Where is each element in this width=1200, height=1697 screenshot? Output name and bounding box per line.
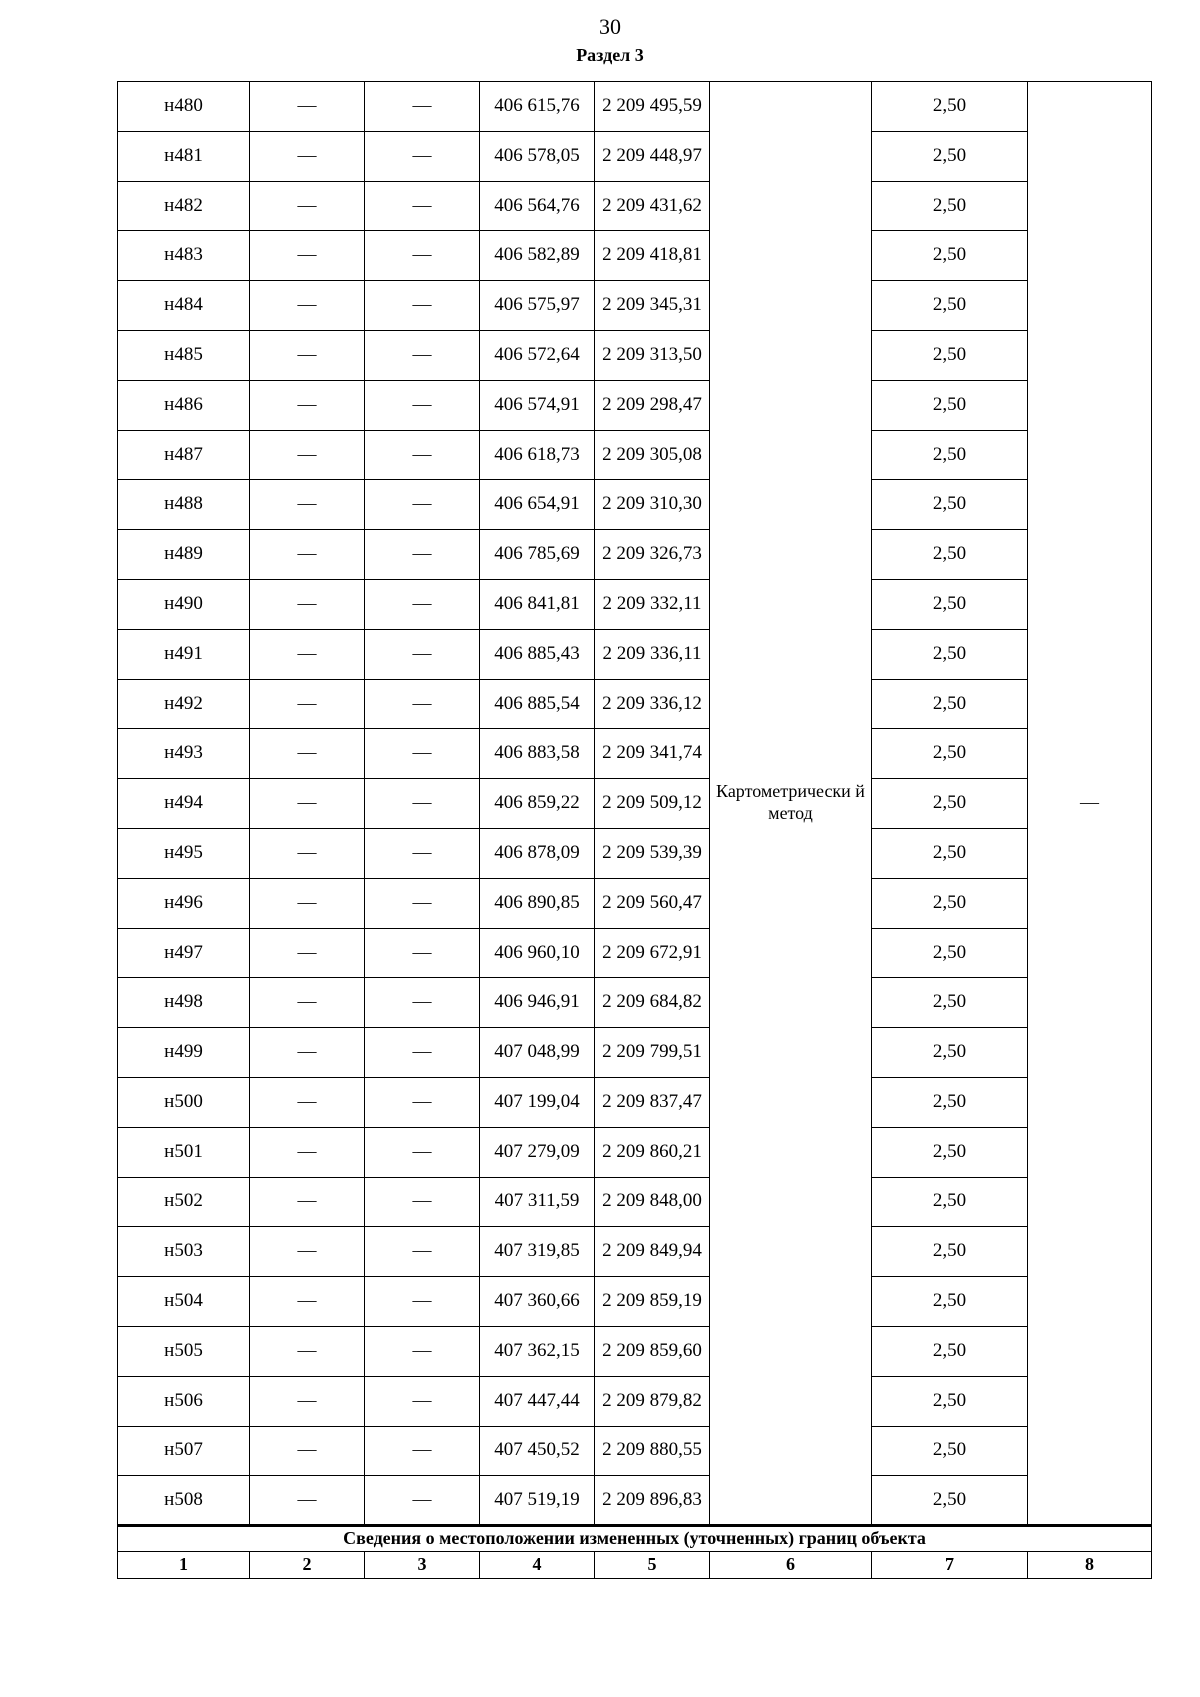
accuracy-cell: 2,50 xyxy=(872,181,1028,231)
column-3-cell: — xyxy=(365,1476,480,1526)
column-3-cell: — xyxy=(365,82,480,132)
point-cell: н482 xyxy=(118,181,250,231)
table-row xyxy=(118,978,1152,1028)
column-2-cell: — xyxy=(250,978,365,1028)
table-row xyxy=(118,231,1152,281)
y-coordinate-cell: 2 209 880,55 xyxy=(595,1426,710,1476)
table-row xyxy=(118,480,1152,530)
x-coordinate-cell: 406 572,64 xyxy=(480,330,595,380)
point-cell: н484 xyxy=(118,281,250,331)
column-3-cell: — xyxy=(365,181,480,231)
column-3-cell: — xyxy=(365,729,480,779)
column-2-cell: — xyxy=(250,181,365,231)
table-row xyxy=(118,878,1152,928)
accuracy-cell: 2,50 xyxy=(872,779,1028,829)
point-cell: н507 xyxy=(118,1426,250,1476)
point-cell: н502 xyxy=(118,1177,250,1227)
y-coordinate-cell: 2 209 879,82 xyxy=(595,1376,710,1426)
point-cell: н487 xyxy=(118,430,250,480)
column-number: 8 xyxy=(1028,1552,1152,1579)
accuracy-cell: 2,50 xyxy=(872,1177,1028,1227)
table-row xyxy=(118,1476,1152,1526)
accuracy-cell: 2,50 xyxy=(872,1376,1028,1426)
table-row xyxy=(118,181,1152,231)
column-2-cell: — xyxy=(250,928,365,978)
column-3-cell: — xyxy=(365,530,480,580)
x-coordinate-cell: 406 883,58 xyxy=(480,729,595,779)
x-coordinate-cell: 407 519,19 xyxy=(480,1476,595,1526)
y-coordinate-cell: 2 209 336,11 xyxy=(595,629,710,679)
column-3-cell: — xyxy=(365,330,480,380)
x-coordinate-cell: 406 859,22 xyxy=(480,779,595,829)
accuracy-cell: 2,50 xyxy=(872,1028,1028,1078)
accuracy-cell: 2,50 xyxy=(872,1426,1028,1476)
column-2-cell: — xyxy=(250,480,365,530)
column-2-cell: — xyxy=(250,1227,365,1277)
x-coordinate-cell: 407 048,99 xyxy=(480,1028,595,1078)
x-coordinate-cell: 406 946,91 xyxy=(480,978,595,1028)
column-3-cell: — xyxy=(365,928,480,978)
x-coordinate-cell: 406 841,81 xyxy=(480,579,595,629)
x-coordinate-cell: 406 885,54 xyxy=(480,679,595,729)
column-2-cell: — xyxy=(250,131,365,181)
column-3-cell: — xyxy=(365,1077,480,1127)
column-numbers-row xyxy=(118,1552,1152,1579)
column-3-cell: — xyxy=(365,430,480,480)
table-row xyxy=(118,1376,1152,1426)
y-coordinate-cell: 2 209 799,51 xyxy=(595,1028,710,1078)
column-3-cell: — xyxy=(365,1376,480,1426)
table-row xyxy=(118,729,1152,779)
y-coordinate-cell: 2 209 672,91 xyxy=(595,928,710,978)
table-row xyxy=(118,579,1152,629)
table-row xyxy=(118,1077,1152,1127)
column-2-cell: — xyxy=(250,828,365,878)
y-coordinate-cell: 2 209 336,12 xyxy=(595,679,710,729)
point-cell: н508 xyxy=(118,1476,250,1526)
x-coordinate-cell: 407 450,52 xyxy=(480,1426,595,1476)
y-coordinate-cell: 2 209 539,39 xyxy=(595,828,710,878)
column-3-cell: — xyxy=(365,978,480,1028)
x-coordinate-cell: 406 575,97 xyxy=(480,281,595,331)
coordinates-table xyxy=(117,81,1152,1579)
y-coordinate-cell: 2 209 849,94 xyxy=(595,1227,710,1277)
column-3-cell: — xyxy=(365,679,480,729)
point-cell: н481 xyxy=(118,131,250,181)
accuracy-cell: 2,50 xyxy=(872,579,1028,629)
column-8-cell: — xyxy=(1028,82,1152,1526)
accuracy-cell: 2,50 xyxy=(872,1277,1028,1327)
y-coordinate-cell: 2 209 448,97 xyxy=(595,131,710,181)
section-title: Раздел 3 xyxy=(576,45,644,65)
column-2-cell: — xyxy=(250,82,365,132)
point-cell: н501 xyxy=(118,1127,250,1177)
table-row xyxy=(118,330,1152,380)
point-cell: н500 xyxy=(118,1077,250,1127)
accuracy-cell: 2,50 xyxy=(872,330,1028,380)
column-3-cell: — xyxy=(365,1227,480,1277)
column-2-cell: — xyxy=(250,629,365,679)
point-cell: н494 xyxy=(118,779,250,829)
column-3-cell: — xyxy=(365,480,480,530)
accuracy-cell: 2,50 xyxy=(872,679,1028,729)
column-2-cell: — xyxy=(250,530,365,580)
point-cell: н505 xyxy=(118,1326,250,1376)
x-coordinate-cell: 407 362,15 xyxy=(480,1326,595,1376)
table-row xyxy=(118,679,1152,729)
y-coordinate-cell: 2 209 431,62 xyxy=(595,181,710,231)
column-3-cell: — xyxy=(365,779,480,829)
accuracy-cell: 2,50 xyxy=(872,878,1028,928)
column-2-cell: — xyxy=(250,679,365,729)
point-cell: н490 xyxy=(118,579,250,629)
table-row xyxy=(118,430,1152,480)
point-cell: н480 xyxy=(118,82,250,132)
point-cell: н496 xyxy=(118,878,250,928)
column-number: 7 xyxy=(872,1552,1028,1579)
accuracy-cell: 2,50 xyxy=(872,928,1028,978)
x-coordinate-cell: 406 654,91 xyxy=(480,480,595,530)
accuracy-cell: 2,50 xyxy=(872,82,1028,132)
x-coordinate-cell: 406 785,69 xyxy=(480,530,595,580)
accuracy-cell: 2,50 xyxy=(872,131,1028,181)
column-2-cell: — xyxy=(250,330,365,380)
y-coordinate-cell: 2 209 860,21 xyxy=(595,1127,710,1177)
accuracy-cell: 2,50 xyxy=(872,1326,1028,1376)
accuracy-cell: 2,50 xyxy=(872,1127,1028,1177)
x-coordinate-cell: 406 878,09 xyxy=(480,828,595,878)
column-number: 2 xyxy=(250,1552,365,1579)
point-cell: н504 xyxy=(118,1277,250,1327)
y-coordinate-cell: 2 209 859,19 xyxy=(595,1277,710,1327)
column-number: 3 xyxy=(365,1552,480,1579)
x-coordinate-cell: 406 615,76 xyxy=(480,82,595,132)
table-row xyxy=(118,380,1152,430)
x-coordinate-cell: 407 360,66 xyxy=(480,1277,595,1327)
y-coordinate-cell: 2 209 848,00 xyxy=(595,1177,710,1227)
column-2-cell: — xyxy=(250,878,365,928)
x-coordinate-cell: 406 890,85 xyxy=(480,878,595,928)
info-header-row xyxy=(118,1526,1152,1552)
point-cell: н483 xyxy=(118,231,250,281)
table-row xyxy=(118,1326,1152,1376)
accuracy-cell: 2,50 xyxy=(872,978,1028,1028)
accuracy-cell: 2,50 xyxy=(872,281,1028,331)
y-coordinate-cell: 2 209 332,11 xyxy=(595,579,710,629)
table-row xyxy=(118,1028,1152,1078)
y-coordinate-cell: 2 209 509,12 xyxy=(595,779,710,829)
accuracy-cell: 2,50 xyxy=(872,430,1028,480)
y-coordinate-cell: 2 209 418,81 xyxy=(595,231,710,281)
column-2-cell: — xyxy=(250,1476,365,1526)
table-row xyxy=(118,779,1152,829)
column-2-cell: — xyxy=(250,380,365,430)
column-2-cell: — xyxy=(250,1127,365,1177)
column-3-cell: — xyxy=(365,1177,480,1227)
column-3-cell: — xyxy=(365,380,480,430)
x-coordinate-cell: 406 564,76 xyxy=(480,181,595,231)
point-cell: н488 xyxy=(118,480,250,530)
point-cell: н492 xyxy=(118,679,250,729)
accuracy-cell: 2,50 xyxy=(872,530,1028,580)
column-2-cell: — xyxy=(250,1326,365,1376)
y-coordinate-cell: 2 209 859,60 xyxy=(595,1326,710,1376)
table-row xyxy=(118,1277,1152,1327)
column-2-cell: — xyxy=(250,1077,365,1127)
accuracy-cell: 2,50 xyxy=(872,231,1028,281)
accuracy-cell: 2,50 xyxy=(872,629,1028,679)
y-coordinate-cell: 2 209 495,59 xyxy=(595,82,710,132)
method-cell: Картометрически й метод xyxy=(710,82,872,1526)
column-2-cell: — xyxy=(250,1376,365,1426)
table-row xyxy=(118,1127,1152,1177)
column-2-cell: — xyxy=(250,779,365,829)
accuracy-cell: 2,50 xyxy=(872,828,1028,878)
column-3-cell: — xyxy=(365,1028,480,1078)
y-coordinate-cell: 2 209 345,31 xyxy=(595,281,710,331)
column-3-cell: — xyxy=(365,1277,480,1327)
table-row xyxy=(118,281,1152,331)
column-3-cell: — xyxy=(365,1426,480,1476)
x-coordinate-cell: 406 582,89 xyxy=(480,231,595,281)
point-cell: н486 xyxy=(118,380,250,430)
column-2-cell: — xyxy=(250,1426,365,1476)
column-3-cell: — xyxy=(365,231,480,281)
page-number: 30 xyxy=(599,14,621,39)
table-row xyxy=(118,131,1152,181)
accuracy-cell: 2,50 xyxy=(872,380,1028,430)
column-2-cell: — xyxy=(250,430,365,480)
column-2-cell: — xyxy=(250,231,365,281)
accuracy-cell: 2,50 xyxy=(872,480,1028,530)
accuracy-cell: 2,50 xyxy=(872,1077,1028,1127)
table-row xyxy=(118,1426,1152,1476)
x-coordinate-cell: 407 279,09 xyxy=(480,1127,595,1177)
point-cell: н485 xyxy=(118,330,250,380)
table-row xyxy=(118,928,1152,978)
point-cell: н498 xyxy=(118,978,250,1028)
table-row xyxy=(118,1177,1152,1227)
column-2-cell: — xyxy=(250,1028,365,1078)
column-3-cell: — xyxy=(365,131,480,181)
table-row xyxy=(118,530,1152,580)
column-number: 4 xyxy=(480,1552,595,1579)
point-cell: н489 xyxy=(118,530,250,580)
table-row xyxy=(118,828,1152,878)
y-coordinate-cell: 2 209 837,47 xyxy=(595,1077,710,1127)
x-coordinate-cell: 407 447,44 xyxy=(480,1376,595,1426)
column-2-cell: — xyxy=(250,1277,365,1327)
column-3-cell: — xyxy=(365,1127,480,1177)
point-cell: н499 xyxy=(118,1028,250,1078)
y-coordinate-cell: 2 209 896,83 xyxy=(595,1476,710,1526)
info-header: Сведения о местоположении измененных (уточненных) границ объекта xyxy=(118,1526,1152,1552)
x-coordinate-cell: 407 311,59 xyxy=(480,1177,595,1227)
accuracy-cell: 2,50 xyxy=(872,1227,1028,1277)
point-cell: н503 xyxy=(118,1227,250,1277)
column-3-cell: — xyxy=(365,629,480,679)
y-coordinate-cell: 2 209 298,47 xyxy=(595,380,710,430)
column-3-cell: — xyxy=(365,579,480,629)
column-3-cell: — xyxy=(365,281,480,331)
accuracy-cell: 2,50 xyxy=(872,1476,1028,1526)
column-2-cell: — xyxy=(250,729,365,779)
x-coordinate-cell: 406 960,10 xyxy=(480,928,595,978)
column-number: 1 xyxy=(118,1552,250,1579)
column-3-cell: — xyxy=(365,828,480,878)
x-coordinate-cell: 407 319,85 xyxy=(480,1227,595,1277)
x-coordinate-cell: 407 199,04 xyxy=(480,1077,595,1127)
column-2-cell: — xyxy=(250,579,365,629)
y-coordinate-cell: 2 209 313,50 xyxy=(595,330,710,380)
x-coordinate-cell: 406 578,05 xyxy=(480,131,595,181)
y-coordinate-cell: 2 209 684,82 xyxy=(595,978,710,1028)
point-cell: н493 xyxy=(118,729,250,779)
y-coordinate-cell: 2 209 326,73 xyxy=(595,530,710,580)
x-coordinate-cell: 406 885,43 xyxy=(480,629,595,679)
point-cell: н491 xyxy=(118,629,250,679)
coordinates-table-body xyxy=(118,82,1152,1579)
column-2-cell: — xyxy=(250,281,365,331)
column-2-cell: — xyxy=(250,1177,365,1227)
x-coordinate-cell: 406 618,73 xyxy=(480,430,595,480)
y-coordinate-cell: 2 209 560,47 xyxy=(595,878,710,928)
point-cell: н506 xyxy=(118,1376,250,1426)
x-coordinate-cell: 406 574,91 xyxy=(480,380,595,430)
column-3-cell: — xyxy=(365,1326,480,1376)
column-3-cell: — xyxy=(365,878,480,928)
column-number: 5 xyxy=(595,1552,710,1579)
table-row xyxy=(118,1227,1152,1277)
point-cell: н495 xyxy=(118,828,250,878)
y-coordinate-cell: 2 209 341,74 xyxy=(595,729,710,779)
column-number: 6 xyxy=(710,1552,872,1579)
accuracy-cell: 2,50 xyxy=(872,729,1028,779)
y-coordinate-cell: 2 209 310,30 xyxy=(595,480,710,530)
y-coordinate-cell: 2 209 305,08 xyxy=(595,430,710,480)
table-row xyxy=(118,629,1152,679)
table-row xyxy=(118,82,1152,132)
point-cell: н497 xyxy=(118,928,250,978)
